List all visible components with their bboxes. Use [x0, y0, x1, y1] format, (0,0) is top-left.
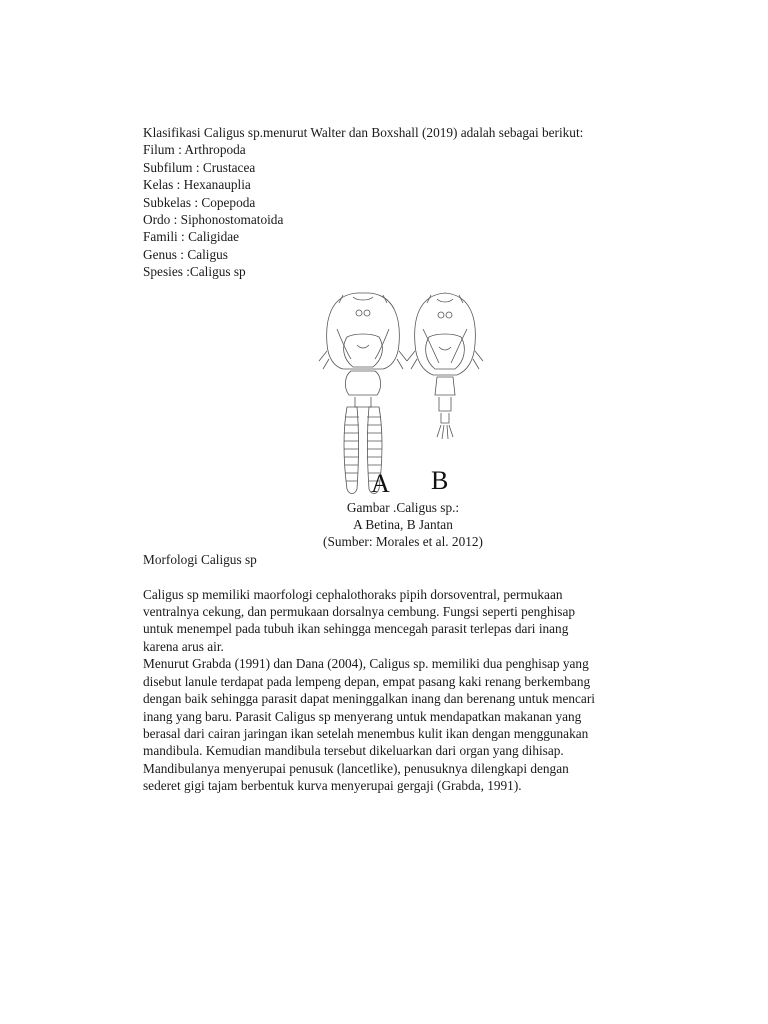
paragraph2-line: disebut lanule terdapat pada lempeng depan, empat pasang kaki renang berkembang: [143, 673, 591, 689]
classification-item-famili: Famili : Caligidae: [143, 229, 240, 245]
specimen-a-drawing: [319, 293, 407, 494]
paragraph2-line: dengan baik sehingga parasit dapat meninggalkan inang dan berenang untuk mencari: [143, 691, 595, 707]
paragraph2-line: sederet gigi tajam berbentuk kurva menyerupai gergaji (Grabda, 1991).: [143, 778, 522, 794]
figure-caption-title: Gambar .Caligus sp.:: [346, 499, 460, 515]
classification-item-ordo: Ordo : Siphonostomatoida: [143, 212, 284, 228]
classification-item-filum: Filum : Arthropoda: [143, 142, 246, 158]
figure-caption-legend: A Betina, B Jantan: [353, 517, 453, 533]
paragraph-gap: [143, 568, 663, 585]
caligus-figure: [143, 289, 663, 499]
classification-item-spesies: Spesies :Caligus sp: [143, 264, 246, 280]
specimen-b-drawing: [407, 293, 483, 439]
figure-label-a: A: [371, 468, 390, 498]
classification-item-kelas: Kelas : Hexanauplia: [143, 177, 251, 193]
figure-caption-source: (Sumber: Morales et al. 2012): [323, 534, 483, 550]
paragraph2-line: berasal dari cairan jaringan ikan setelah menembus kulit ikan dengan menggunakan: [143, 725, 589, 741]
classification-item-subkelas: Subkelas : Copepoda: [143, 194, 256, 210]
figure-label-b: B: [431, 465, 449, 495]
classification-intro: Klasifikasi Caligus sp.menurut Walter dan Boxshall (2019) adalah sebagai berikut:: [143, 125, 584, 140]
paragraph2-line: Menurut Grabda (1991) dan Dana (2004), Caligus sp. memiliki dua penghisap yang: [143, 656, 589, 672]
paragraph1-line: ventralnya cekung, dan permukaan dorsalnya cembung. Fungsi seperti penghisap: [143, 604, 576, 620]
classification-item-subfilum: Subfilum : Crustacea: [143, 159, 256, 175]
document-content: [143, 124, 663, 795]
paragraph2-line: Mandibulanya menyerupai penusuk (lancetlike), penusuknya dilengkapi dengan: [143, 760, 569, 776]
paragraph2-line: inang yang baru. Parasit Caligus sp menyerang untuk mendapatkan makanan yang: [143, 708, 582, 724]
classification-item-genus: Genus : Caligus: [143, 246, 228, 262]
paragraph2-line: mandibula. Kemudian mandibula tersebut dikeluarkan dari organ yang dihisap.: [143, 743, 564, 759]
caligus-illustration: [313, 289, 493, 501]
paragraph1-line: untuk menempel pada tubuh ikan sehingga mencegah parasit terlepas dari inang: [143, 621, 569, 637]
paragraph1-line: karena arus air.: [143, 638, 224, 654]
morphology-heading: Morfologi Caligus sp: [143, 551, 257, 567]
paragraph1-line: Caligus sp memiliki maorfologi cephalothoraks pipih dorsoventral, permukaan: [143, 586, 563, 602]
